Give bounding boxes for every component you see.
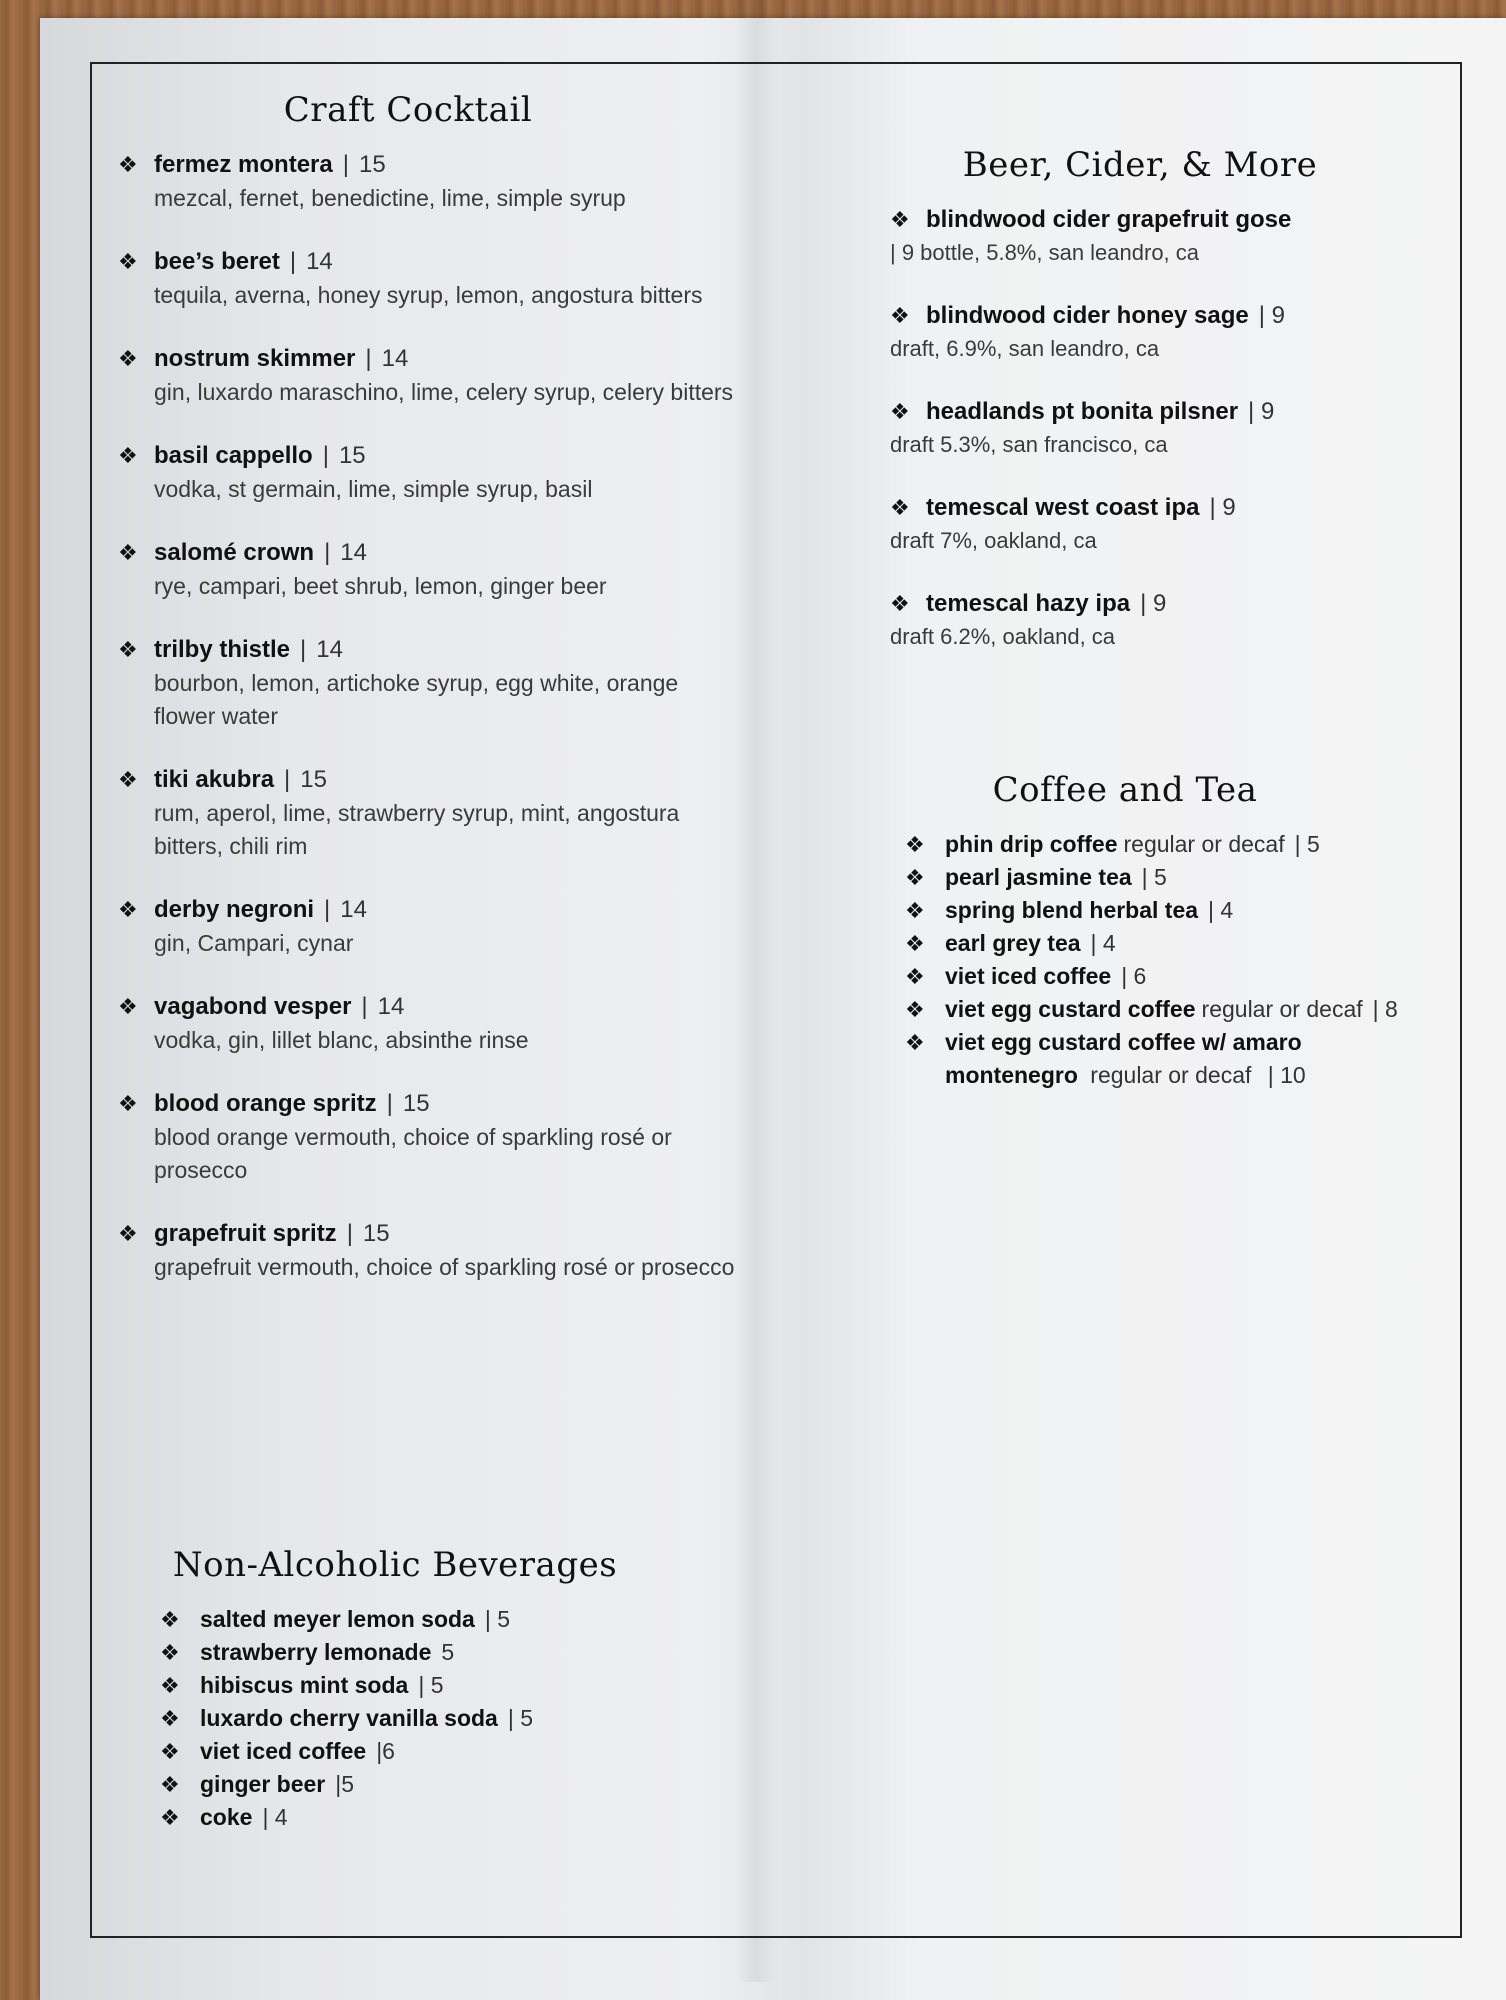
beer-item (890, 203, 1450, 269)
item-price: | 6 (1121, 963, 1147, 989)
bullet-icon: ❖ (160, 1640, 180, 1665)
item-note: regular or decaf (1090, 1062, 1252, 1088)
item-description: | 9 bottle, 5.8%, san leandro, ca (890, 240, 1200, 265)
item-price: | 9 (1140, 590, 1167, 617)
beer-list (890, 203, 1450, 653)
item-price: | 10 (1267, 1062, 1306, 1088)
item-price: | 5 (507, 1705, 533, 1731)
bullet-icon: ❖ (160, 1772, 180, 1797)
bullet-icon: ❖ (905, 964, 925, 989)
item-description: grapefruit vermouth, choice of sparkling rosé or prosecco (154, 1254, 735, 1280)
item-name: ginger beer (200, 1771, 326, 1797)
item-name: coke (200, 1804, 253, 1830)
non-alcoholic-item (160, 1735, 680, 1768)
bullet-icon: ❖ (118, 249, 138, 274)
item-price: |6 (376, 1738, 395, 1764)
item-price: 5 (441, 1639, 455, 1665)
cocktail-item (118, 1087, 738, 1187)
separator: | (322, 442, 329, 469)
item-name: vagabond vesper (154, 993, 352, 1020)
coffee-item (905, 861, 1445, 894)
separator: | (361, 993, 368, 1020)
item-name: bee’s beret (154, 248, 280, 275)
item-description: rye, campari, beet shrub, lemon, ginger beer (154, 573, 607, 599)
bullet-icon: ❖ (160, 1739, 180, 1764)
beer-item (890, 491, 1450, 557)
item-name: grapefruit spritz (154, 1220, 337, 1247)
cocktail-item (118, 893, 738, 960)
beer-cider-section (890, 145, 1450, 683)
item-price: | 9 (1209, 494, 1236, 521)
item-name: hibiscus mint soda (200, 1672, 409, 1698)
non-alcoholic-list (160, 1603, 680, 1834)
item-description: blood orange vermouth, choice of sparkling rosé or prosecco (154, 1124, 672, 1183)
item-name: viet egg custard coffee w/ amaro (945, 1029, 1302, 1055)
item-price: 14 (340, 896, 367, 923)
item-name: trilby thistle (154, 636, 291, 663)
separator: | (342, 151, 349, 178)
bullet-icon: ❖ (905, 931, 925, 956)
item-name: strawberry lemonade (200, 1639, 432, 1665)
item-price: | 5 (1141, 864, 1167, 890)
item-name: nostrum skimmer (154, 345, 356, 372)
item-price: 15 (300, 766, 327, 793)
item-description: gin, luxardo maraschino, lime, celery syrup, celery bitters (154, 379, 734, 405)
item-name: montenegro (945, 1062, 1078, 1088)
non-alcoholic-item (160, 1702, 680, 1735)
item-price: | 9 (1248, 398, 1275, 425)
non-alcoholic-item (160, 1801, 680, 1834)
item-description: vodka, st germain, lime, simple syrup, basil (154, 476, 593, 502)
cocktail-item (118, 342, 738, 409)
item-head (890, 587, 1450, 621)
cocktail-item (118, 633, 738, 733)
cocktail-list (118, 148, 738, 1284)
cocktail-item (118, 148, 738, 215)
item-price: | 5 (418, 1672, 444, 1698)
coffee-item (905, 894, 1445, 927)
item-head (118, 148, 738, 182)
item-description: tequila, averna, honey syrup, lemon, angostura bitters (154, 282, 703, 308)
item-description: mezcal, fernet, benedictine, lime, simple syrup (154, 185, 626, 211)
item-name: derby negroni (154, 896, 315, 923)
item-name: blindwood cider honey sage (926, 302, 1249, 329)
item-head (890, 203, 1450, 237)
bullet-icon: ❖ (118, 637, 138, 662)
bullet-icon: ❖ (160, 1607, 180, 1632)
bullet-icon: ❖ (118, 1091, 138, 1116)
bullet-icon: ❖ (118, 346, 138, 371)
item-head (118, 763, 738, 797)
item-price: | 4 (1208, 897, 1234, 923)
item-name: blindwood cider grapefruit gose (926, 206, 1292, 233)
section-title-non-alcoholic: Non-Alcoholic Beverages (172, 1545, 618, 1585)
item-head (118, 1087, 738, 1121)
non-alcoholic-section (160, 1545, 680, 1834)
cocktail-item (118, 536, 738, 603)
bullet-icon: ❖ (160, 1706, 180, 1731)
item-description: draft, 6.9%, san leandro, ca (890, 336, 1160, 361)
beer-item (890, 587, 1450, 653)
separator: | (300, 636, 307, 663)
item-head (890, 395, 1450, 429)
item-head (118, 245, 738, 279)
beer-item (890, 395, 1450, 461)
item-price: 15 (402, 1090, 430, 1117)
item-name: salted meyer lemon soda (200, 1606, 475, 1632)
bullet-icon: ❖ (890, 303, 910, 328)
separator: | (284, 766, 291, 793)
section-title-beer-cider: Beer, Cider, & More (962, 145, 1318, 185)
item-name: earl grey tea (945, 930, 1081, 956)
bullet-icon: ❖ (905, 898, 925, 923)
item-price: | 5 (1294, 831, 1320, 857)
item-description: draft 7%, oakland, ca (890, 528, 1097, 553)
item-name: viet iced coffee (200, 1738, 367, 1764)
separator: | (365, 345, 372, 372)
bullet-icon: ❖ (118, 540, 138, 565)
non-alcoholic-item (160, 1636, 680, 1669)
separator: | (324, 896, 331, 923)
item-price: | 4 (262, 1804, 288, 1830)
separator: | (324, 539, 331, 566)
item-name: phin drip coffee (945, 831, 1118, 857)
item-price: |5 (335, 1771, 355, 1797)
item-name: headlands pt bonita pilsner (926, 398, 1239, 425)
item-price: 15 (358, 151, 386, 178)
cocktail-item (118, 439, 738, 506)
bullet-icon: ❖ (905, 832, 925, 857)
item-head (118, 439, 738, 473)
item-description: draft 5.3%, san francisco, ca (890, 432, 1168, 457)
coffee-list (905, 828, 1445, 1026)
item-name: tiki akubra (154, 766, 275, 793)
item-description: gin, Campari, cynar (154, 930, 354, 956)
coffee-item (905, 960, 1445, 993)
bullet-icon: ❖ (905, 865, 925, 890)
coffee-item-amaro-line2 (905, 1059, 1445, 1091)
bullet-icon: ❖ (118, 1221, 138, 1246)
item-name: spring blend herbal tea (945, 897, 1199, 923)
item-name: viet iced coffee (945, 963, 1112, 989)
item-name: blood orange spritz (154, 1090, 377, 1117)
item-price: 14 (381, 345, 409, 372)
section-title-craft-cocktail: Craft Cocktail (283, 90, 533, 130)
item-name: basil cappello (154, 442, 313, 469)
separator: | (289, 248, 297, 275)
non-alcoholic-item (160, 1669, 680, 1702)
bullet-icon: ❖ (118, 443, 138, 468)
bullet-icon: ❖ (890, 495, 910, 520)
item-name: salomé crown (154, 539, 315, 566)
coffee-item-amaro (905, 1026, 1445, 1059)
craft-cocktail-section (118, 90, 738, 1314)
item-price: 14 (306, 248, 333, 275)
separator: | (386, 1090, 393, 1117)
item-name: pearl jasmine tea (945, 864, 1132, 890)
item-head (118, 536, 738, 570)
bullet-icon: ❖ (890, 207, 910, 232)
item-description: draft 6.2%, oakland, ca (890, 624, 1116, 649)
item-head (118, 633, 738, 667)
item-price: | 5 (484, 1606, 510, 1632)
bullet-icon: ❖ (118, 897, 138, 922)
item-note: regular or decaf (1123, 831, 1285, 857)
item-note: regular or decaf (1201, 996, 1363, 1022)
item-head (118, 1217, 738, 1251)
bullet-icon: ❖ (160, 1805, 180, 1830)
item-description: vodka, gin, lillet blanc, absinthe rinse (154, 1027, 529, 1053)
bullet-icon: ❖ (890, 591, 910, 616)
item-price: | 9 (1258, 302, 1285, 329)
item-description: bourbon, lemon, artichoke syrup, egg white, orange flower water (154, 670, 679, 729)
cocktail-item (118, 245, 738, 312)
item-head (890, 299, 1450, 333)
coffee-item (905, 993, 1445, 1026)
item-head (118, 990, 738, 1024)
item-price: 14 (340, 539, 367, 566)
item-head (118, 342, 738, 376)
item-price: | 8 (1372, 996, 1398, 1022)
bullet-icon: ❖ (905, 1030, 925, 1055)
non-alcoholic-item (160, 1768, 680, 1801)
bullet-icon: ❖ (890, 399, 910, 424)
cocktail-item (118, 763, 738, 863)
bullet-icon: ❖ (118, 767, 138, 792)
cocktail-item (118, 1217, 738, 1284)
beer-item (890, 299, 1450, 365)
coffee-item (905, 927, 1445, 960)
item-price: 15 (362, 1220, 390, 1247)
item-price: 14 (316, 636, 343, 663)
item-price: 15 (338, 442, 366, 469)
bullet-icon: ❖ (118, 994, 138, 1019)
non-alcoholic-item (160, 1603, 680, 1636)
item-price: 14 (377, 993, 405, 1020)
item-head (890, 491, 1450, 525)
bullet-icon: ❖ (160, 1673, 180, 1698)
item-name: luxardo cherry vanilla soda (200, 1705, 498, 1731)
item-name: fermez montera (154, 151, 333, 178)
item-description: rum, aperol, lime, strawberry syrup, mint, angostura bitters, chili rim (154, 800, 680, 859)
item-head (118, 893, 738, 927)
item-price: | 4 (1090, 930, 1116, 956)
item-name: temescal west coast ipa (926, 494, 1200, 521)
item-name: temescal hazy ipa (926, 590, 1131, 617)
bullet-icon: ❖ (118, 152, 138, 177)
section-title-coffee-tea: Coffee and Tea (992, 770, 1258, 810)
coffee-item (905, 828, 1445, 861)
cocktail-item (118, 990, 738, 1057)
bullet-icon: ❖ (905, 997, 925, 1022)
coffee-tea-section (905, 770, 1445, 1091)
item-name: viet egg custard coffee (945, 996, 1196, 1022)
separator: | (346, 1220, 353, 1247)
